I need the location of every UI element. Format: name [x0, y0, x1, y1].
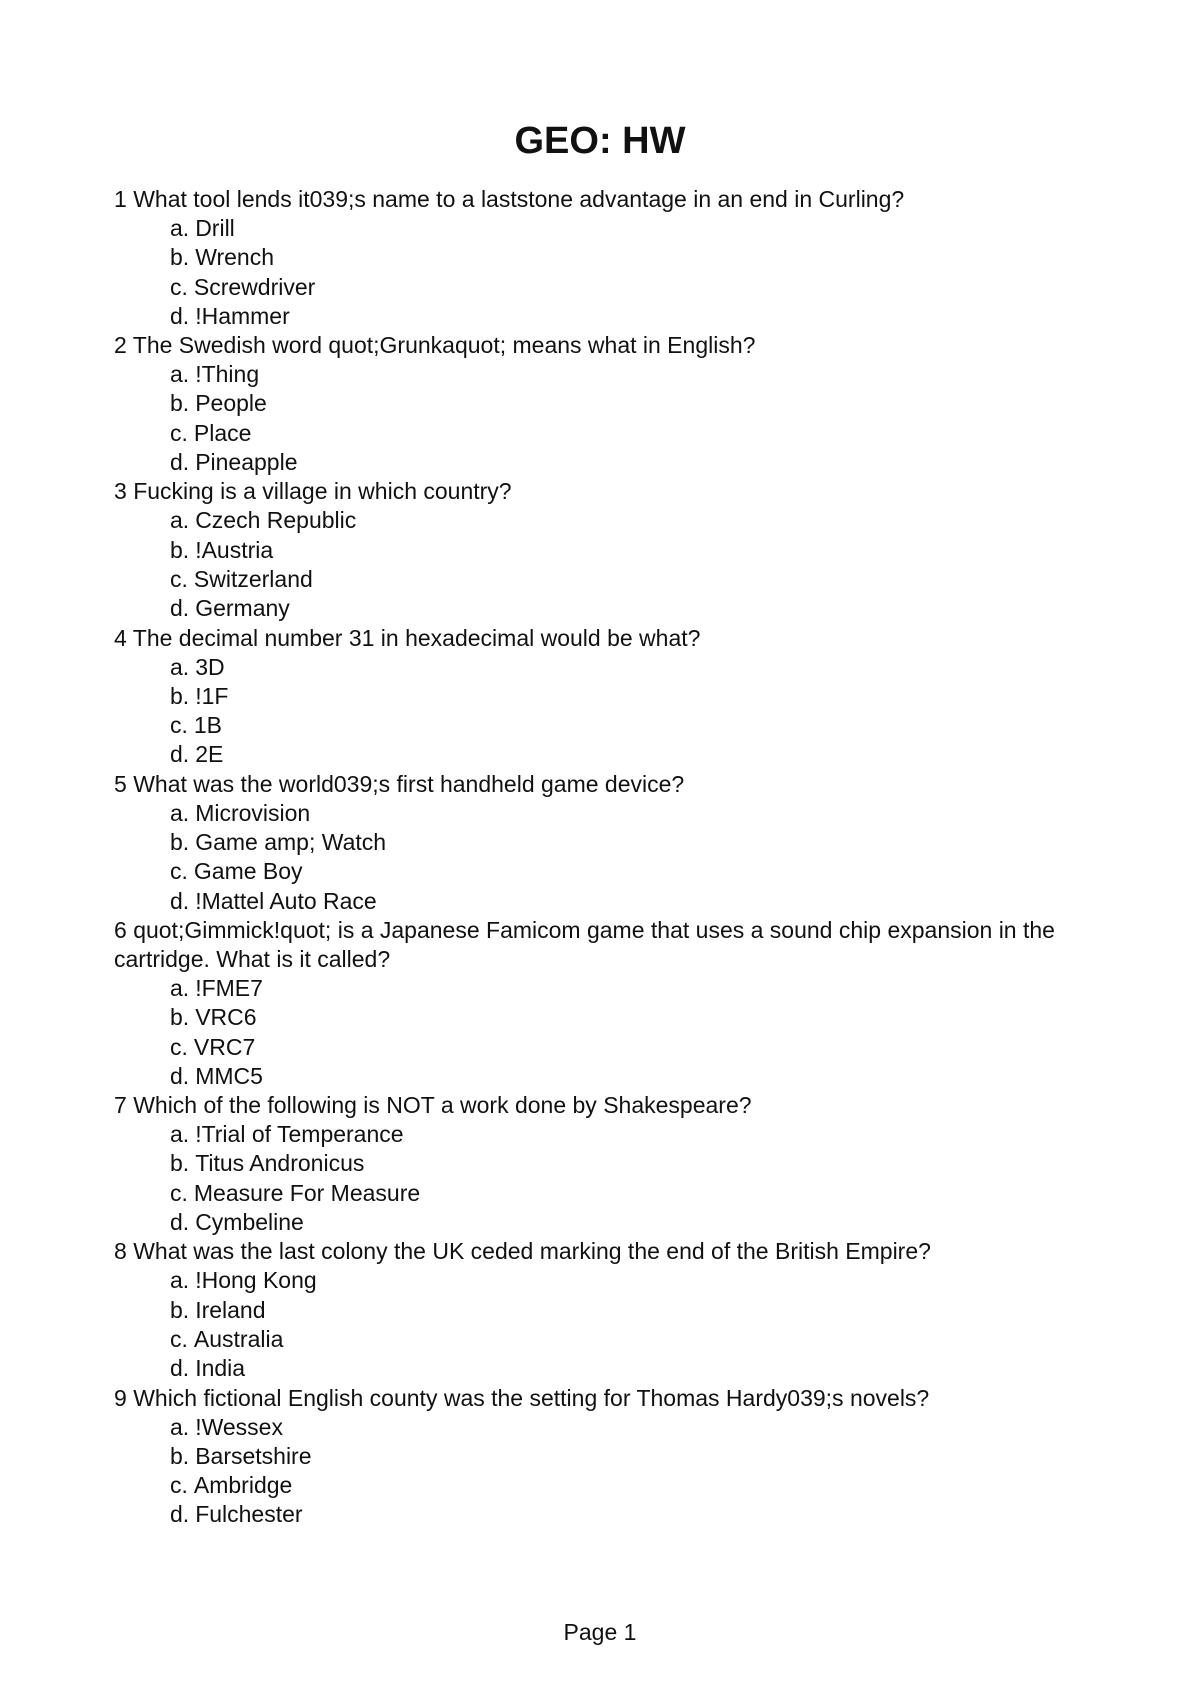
answer-option	[170, 1296, 1074, 1325]
option-text: 2E	[195, 741, 224, 768]
question-text	[114, 185, 1074, 214]
option-letter: c.	[170, 1179, 188, 1206]
answer-option	[170, 536, 1074, 565]
option-text: !Trial of Temperance	[195, 1121, 404, 1148]
answer-option	[170, 799, 1074, 828]
answer-option	[170, 1413, 1074, 1442]
option-letter: a.	[170, 1413, 190, 1440]
option-text: Game Boy	[193, 858, 303, 885]
question-3	[114, 477, 1074, 623]
answer-option	[170, 1062, 1074, 1091]
option-letter: c.	[170, 1325, 188, 1352]
answer-options	[114, 974, 1074, 1091]
answer-option	[170, 243, 1074, 272]
answer-option	[170, 974, 1074, 1003]
option-letter: a.	[170, 799, 190, 826]
question-text	[114, 1237, 1074, 1266]
option-text: Wrench	[195, 244, 275, 271]
option-letter: c.	[170, 1472, 188, 1499]
option-letter: b.	[170, 829, 190, 856]
question-number: 7	[114, 1092, 127, 1119]
option-text: !Mattel Auto Race	[195, 887, 377, 914]
option-text: !Austria	[195, 536, 274, 563]
option-text: Czech Republic	[195, 507, 357, 534]
question-8	[114, 1237, 1074, 1383]
option-letter: b.	[170, 1296, 190, 1323]
option-text: Screwdriver	[193, 273, 316, 300]
option-text: People	[195, 390, 267, 417]
option-text: Australia	[193, 1325, 284, 1352]
question-number: 1	[114, 186, 127, 212]
option-text: !Hammer	[195, 302, 290, 329]
question-number: 8	[114, 1238, 127, 1265]
option-letter: c.	[170, 858, 188, 885]
question-number: 2	[114, 332, 127, 359]
option-letter: b.	[170, 1004, 190, 1031]
answer-options	[114, 1266, 1074, 1383]
question-prompt: The Swedish word quot;Grunkaquot; means what in English?	[132, 332, 756, 359]
option-text: Measure For Measure	[193, 1179, 421, 1206]
question-1	[114, 185, 1074, 331]
option-text: 3D	[195, 653, 225, 680]
question-prompt: What was the world039;s first handheld game device?	[133, 770, 685, 797]
option-letter: d.	[170, 449, 190, 476]
option-letter: a.	[170, 1121, 190, 1148]
answer-options	[114, 799, 1074, 916]
question-text	[114, 331, 1074, 360]
option-text: India	[195, 1355, 246, 1382]
answer-option	[170, 1354, 1074, 1383]
option-text: !FME7	[195, 974, 263, 1001]
option-text: Game amp; Watch	[195, 829, 387, 856]
question-number: 6	[114, 916, 127, 943]
answer-option	[170, 448, 1074, 477]
answer-option	[170, 740, 1074, 769]
answer-option	[170, 1325, 1074, 1354]
answer-option	[170, 565, 1074, 594]
answer-option	[170, 887, 1074, 916]
option-text: Drill	[195, 215, 235, 241]
option-letter: d.	[170, 741, 190, 768]
option-letter: c.	[170, 1033, 188, 1060]
question-number: 4	[114, 624, 127, 651]
answer-option	[170, 594, 1074, 623]
question-7	[114, 1091, 1074, 1237]
option-text: Switzerland	[193, 565, 313, 592]
question-4	[114, 624, 1074, 770]
question-9	[114, 1384, 1074, 1530]
question-text	[114, 477, 1074, 506]
question-text	[114, 624, 1074, 653]
question-number: 5	[114, 770, 127, 797]
option-letter: d.	[170, 1209, 190, 1236]
answer-option	[170, 857, 1074, 886]
question-prompt: Fucking is a village in which country?	[133, 478, 512, 505]
option-text: Ambridge	[193, 1472, 293, 1499]
option-letter: c.	[170, 419, 188, 446]
option-text: !1F	[195, 682, 229, 709]
option-text: Microvision	[195, 799, 311, 826]
answer-options	[114, 360, 1074, 477]
answer-option	[170, 1471, 1074, 1500]
answer-option	[170, 682, 1074, 711]
answer-option	[170, 1442, 1074, 1471]
option-letter: b.	[170, 1150, 190, 1177]
answer-option	[170, 1003, 1074, 1032]
answer-option	[170, 214, 1074, 243]
option-text: VRC6	[195, 1004, 257, 1031]
answer-option	[170, 1500, 1074, 1529]
answer-options	[114, 653, 1074, 770]
option-letter: d.	[170, 595, 190, 622]
answer-option	[170, 828, 1074, 857]
option-letter: b.	[170, 682, 190, 709]
question-prompt: quot;Gimmick!quot; is a Japanese Famicom game that uses a sound chip expansion in the cartridge. What is it called?	[114, 916, 1055, 972]
question-prompt: What tool lends it039;s name to a laststone advantage in an end in Curling?	[133, 186, 905, 212]
page-title: GEO: HW	[514, 120, 686, 162]
answer-option	[170, 653, 1074, 682]
answer-options	[114, 1120, 1074, 1237]
answer-option	[170, 389, 1074, 418]
question-5	[114, 770, 1074, 916]
answer-options	[114, 506, 1074, 623]
answer-option	[170, 711, 1074, 740]
option-text: Germany	[195, 595, 290, 622]
option-letter: d.	[170, 1355, 190, 1382]
option-letter: c.	[170, 712, 188, 739]
option-text: !Thing	[195, 361, 260, 388]
option-letter: a.	[170, 361, 190, 388]
option-text: Ireland	[195, 1296, 266, 1323]
answer-option	[170, 419, 1074, 448]
question-number: 9	[114, 1384, 127, 1411]
option-text: Barsetshire	[195, 1442, 312, 1469]
option-letter: b.	[170, 536, 190, 563]
question-text	[114, 1091, 1074, 1120]
option-text: Cymbeline	[195, 1209, 304, 1236]
question-text	[114, 770, 1074, 799]
option-letter: a.	[170, 653, 190, 680]
option-letter: b.	[170, 390, 190, 417]
answer-option	[170, 273, 1074, 302]
question-prompt: Which fictional English county was the setting for Thomas Hardy039;s novels?	[133, 1384, 930, 1411]
option-text: Place	[193, 419, 252, 446]
option-letter: d.	[170, 1062, 190, 1089]
option-letter: c.	[170, 565, 188, 592]
option-text: Fulchester	[195, 1501, 303, 1528]
question-list	[114, 185, 1074, 1530]
option-letter: b.	[170, 244, 190, 271]
answer-option	[170, 506, 1074, 535]
answer-option	[170, 302, 1074, 331]
option-letter: c.	[170, 273, 188, 300]
option-text: Pineapple	[195, 449, 298, 476]
answer-option	[170, 1149, 1074, 1178]
question-text	[114, 1384, 1074, 1413]
option-letter: a.	[170, 1267, 190, 1294]
answer-option	[170, 1208, 1074, 1237]
answer-option	[170, 1033, 1074, 1062]
question-6	[114, 916, 1074, 1091]
option-letter: d.	[170, 887, 190, 914]
option-letter: d.	[170, 1501, 190, 1528]
option-text: 1B	[193, 712, 223, 739]
answer-option	[170, 1179, 1074, 1208]
option-text: MMC5	[195, 1062, 263, 1089]
option-text: !Wessex	[195, 1413, 283, 1440]
option-letter: d.	[170, 302, 190, 329]
question-prompt: Which of the following is NOT a work done by Shakespeare?	[133, 1092, 752, 1119]
answer-option	[170, 1266, 1074, 1295]
answer-options	[114, 214, 1074, 331]
option-letter: a.	[170, 215, 190, 241]
question-prompt: The decimal number 31 in hexadecimal would be what?	[132, 624, 701, 651]
question-2	[114, 331, 1074, 477]
answer-option	[170, 360, 1074, 389]
question-number: 3	[114, 478, 127, 505]
option-letter: b.	[170, 1442, 190, 1469]
question-prompt: What was the last colony the UK ceded marking the end of the British Empire?	[133, 1238, 931, 1265]
answer-options	[114, 1413, 1074, 1530]
option-text: Titus Andronicus	[195, 1150, 365, 1177]
option-letter: a.	[170, 507, 190, 534]
option-letter: a.	[170, 974, 190, 1001]
option-text: !Hong Kong	[195, 1267, 317, 1294]
question-text	[114, 916, 1074, 974]
page-number: Page 1	[563, 1619, 637, 1645]
answer-option	[170, 1120, 1074, 1149]
option-text: VRC7	[193, 1033, 256, 1060]
